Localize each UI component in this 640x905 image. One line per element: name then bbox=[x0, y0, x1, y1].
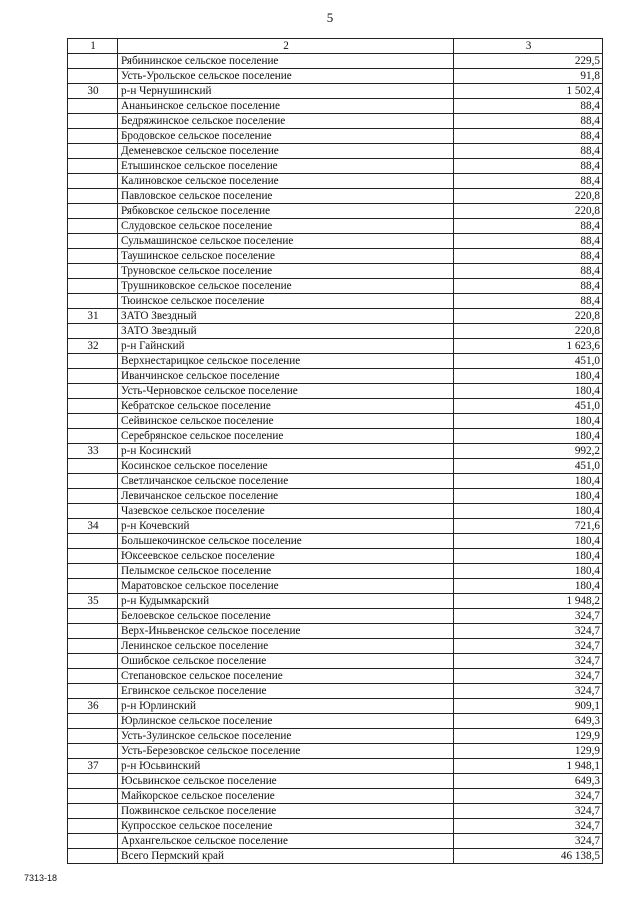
row-name-cell: Верхнестарицкое сельское поселение bbox=[118, 354, 454, 369]
row-value-cell: 909,1 bbox=[454, 699, 603, 714]
row-name-cell: Сейвинское сельское поселение bbox=[118, 414, 454, 429]
row-number-cell: 30 bbox=[68, 84, 118, 99]
row-number-cell bbox=[68, 624, 118, 639]
row-name-cell: Калиновское сельское поселение bbox=[118, 174, 454, 189]
table-row bbox=[68, 789, 603, 804]
row-name-cell: Слудовское сельское поселение bbox=[118, 219, 454, 234]
table-row bbox=[68, 324, 603, 339]
row-number-cell bbox=[68, 744, 118, 759]
table-row bbox=[68, 549, 603, 564]
row-number-cell bbox=[68, 204, 118, 219]
row-name-cell: Бедряжинское сельское поселение bbox=[118, 114, 454, 129]
row-name-cell: Рябининское сельское поселение bbox=[118, 54, 454, 69]
row-number-cell bbox=[68, 189, 118, 204]
row-value-cell: 180,4 bbox=[454, 369, 603, 384]
table-row bbox=[68, 654, 603, 669]
row-name-cell: Левичанское сельское поселение bbox=[118, 489, 454, 504]
row-name-cell: Архангельское сельское поселение bbox=[118, 834, 454, 849]
row-value-cell: 324,7 bbox=[454, 804, 603, 819]
row-name-cell: Труновское сельское поселение bbox=[118, 264, 454, 279]
row-name-cell: Степановское сельское поселение bbox=[118, 669, 454, 684]
row-name-cell: Тюинское сельское поселение bbox=[118, 294, 454, 309]
table-row bbox=[68, 354, 603, 369]
column-header-name: 2 bbox=[118, 39, 454, 54]
table-row bbox=[68, 534, 603, 549]
row-number-cell bbox=[68, 474, 118, 489]
row-number-cell: 33 bbox=[68, 444, 118, 459]
row-name-cell: р-н Кудымкарский bbox=[118, 594, 454, 609]
row-value-cell: 180,4 bbox=[454, 504, 603, 519]
row-name-cell: Ананьинское сельское поселение bbox=[118, 99, 454, 114]
row-number-cell bbox=[68, 654, 118, 669]
row-name-cell: Юсьвинское сельское поселение bbox=[118, 774, 454, 789]
row-number-cell bbox=[68, 294, 118, 309]
row-number-cell bbox=[68, 804, 118, 819]
row-name-cell: ЗАТО Звездный bbox=[118, 309, 454, 324]
table-row bbox=[68, 54, 603, 69]
table-row bbox=[68, 579, 603, 594]
row-value-cell: 180,4 bbox=[454, 534, 603, 549]
table-body bbox=[68, 54, 603, 864]
row-name-cell: ЗАТО Звездный bbox=[118, 324, 454, 339]
row-name-cell: Усть-Зулинское сельское поселение bbox=[118, 729, 454, 744]
row-number-cell bbox=[68, 564, 118, 579]
table-row bbox=[68, 759, 603, 774]
row-name-cell: Егвинское сельское поселение bbox=[118, 684, 454, 699]
row-value-cell: 88,4 bbox=[454, 249, 603, 264]
row-number-cell bbox=[68, 174, 118, 189]
column-header-number: 1 bbox=[68, 39, 118, 54]
row-number-cell bbox=[68, 459, 118, 474]
table-row bbox=[68, 774, 603, 789]
row-value-cell: 229,5 bbox=[454, 54, 603, 69]
row-name-cell: Павловское сельское поселение bbox=[118, 189, 454, 204]
table-row bbox=[68, 489, 603, 504]
table-row bbox=[68, 519, 603, 534]
row-number-cell bbox=[68, 669, 118, 684]
table-row bbox=[68, 444, 603, 459]
table-row bbox=[68, 729, 603, 744]
row-value-cell: 88,4 bbox=[454, 129, 603, 144]
row-number-cell bbox=[68, 114, 118, 129]
row-value-cell: 180,4 bbox=[454, 474, 603, 489]
row-value-cell: 46 138,5 bbox=[454, 849, 603, 864]
row-number-cell bbox=[68, 714, 118, 729]
table-row bbox=[68, 189, 603, 204]
row-name-cell: Юрлинское сельское поселение bbox=[118, 714, 454, 729]
table-row bbox=[68, 699, 603, 714]
table-row bbox=[68, 159, 603, 174]
row-number-cell bbox=[68, 264, 118, 279]
table-row bbox=[68, 264, 603, 279]
row-number-cell: 36 bbox=[68, 699, 118, 714]
row-value-cell: 91,8 bbox=[454, 69, 603, 84]
row-value-cell: 88,4 bbox=[454, 114, 603, 129]
table-row bbox=[68, 234, 603, 249]
row-value-cell: 324,7 bbox=[454, 819, 603, 834]
row-name-cell: р-н Юрлинский bbox=[118, 699, 454, 714]
row-number-cell bbox=[68, 639, 118, 654]
row-number-cell: 31 bbox=[68, 309, 118, 324]
table-row bbox=[68, 459, 603, 474]
table-row bbox=[68, 174, 603, 189]
row-value-cell: 88,4 bbox=[454, 159, 603, 174]
row-name-cell: Купросское сельское поселение bbox=[118, 819, 454, 834]
row-name-cell: Маратовское сельское поселение bbox=[118, 579, 454, 594]
allocation-table bbox=[67, 38, 603, 864]
row-name-cell: Етышинское сельское поселение bbox=[118, 159, 454, 174]
table-row bbox=[68, 129, 603, 144]
row-number-cell: 34 bbox=[68, 519, 118, 534]
row-value-cell: 180,4 bbox=[454, 564, 603, 579]
row-value-cell: 324,7 bbox=[454, 684, 603, 699]
row-number-cell bbox=[68, 849, 118, 864]
row-number-cell bbox=[68, 69, 118, 84]
row-number-cell bbox=[68, 609, 118, 624]
row-value-cell: 180,4 bbox=[454, 549, 603, 564]
row-value-cell: 220,8 bbox=[454, 309, 603, 324]
row-value-cell: 88,4 bbox=[454, 294, 603, 309]
table-row bbox=[68, 504, 603, 519]
row-name-cell: Иванчинское сельское поселение bbox=[118, 369, 454, 384]
row-number-cell bbox=[68, 159, 118, 174]
row-value-cell: 649,3 bbox=[454, 714, 603, 729]
row-value-cell: 324,7 bbox=[454, 654, 603, 669]
row-name-cell: Кебратское сельское поселение bbox=[118, 399, 454, 414]
row-name-cell: Ошибское сельское поселение bbox=[118, 654, 454, 669]
row-number-cell bbox=[68, 234, 118, 249]
row-value-cell: 180,4 bbox=[454, 579, 603, 594]
row-name-cell: Белоевское сельское поселение bbox=[118, 609, 454, 624]
row-value-cell: 324,7 bbox=[454, 669, 603, 684]
row-name-cell: Чазевское сельское поселение bbox=[118, 504, 454, 519]
row-value-cell: 88,4 bbox=[454, 219, 603, 234]
row-name-cell: Рябковское сельское поселение bbox=[118, 204, 454, 219]
row-value-cell: 1 623,6 bbox=[454, 339, 603, 354]
row-name-cell: Верх-Иньвенское сельское поселение bbox=[118, 624, 454, 639]
row-name-cell: Майкорское сельское поселение bbox=[118, 789, 454, 804]
row-name-cell: Пелымское сельское поселение bbox=[118, 564, 454, 579]
page-number: 5 bbox=[326, 10, 334, 25]
row-number-cell bbox=[68, 579, 118, 594]
row-name-cell: Большекочинское сельское поселение bbox=[118, 534, 454, 549]
row-number-cell bbox=[68, 279, 118, 294]
row-value-cell: 88,4 bbox=[454, 264, 603, 279]
row-number-cell bbox=[68, 429, 118, 444]
row-value-cell: 324,7 bbox=[454, 609, 603, 624]
table-header-row bbox=[68, 39, 603, 54]
row-value-cell: 88,4 bbox=[454, 174, 603, 189]
row-number-cell bbox=[68, 819, 118, 834]
table-row bbox=[68, 474, 603, 489]
table-row bbox=[68, 594, 603, 609]
table-row bbox=[68, 399, 603, 414]
row-number-cell bbox=[68, 684, 118, 699]
table-row bbox=[68, 684, 603, 699]
row-number-cell bbox=[68, 399, 118, 414]
row-value-cell: 324,7 bbox=[454, 789, 603, 804]
row-value-cell: 88,4 bbox=[454, 144, 603, 159]
row-value-cell: 180,4 bbox=[454, 414, 603, 429]
table-row bbox=[68, 309, 603, 324]
row-number-cell bbox=[68, 369, 118, 384]
row-value-cell: 88,4 bbox=[454, 234, 603, 249]
row-number-cell bbox=[68, 534, 118, 549]
row-name-cell: Бродовское сельское поселение bbox=[118, 129, 454, 144]
row-value-cell: 220,8 bbox=[454, 324, 603, 339]
row-number-cell bbox=[68, 834, 118, 849]
row-name-cell: р-н Гайнский bbox=[118, 339, 454, 354]
row-number-cell bbox=[68, 99, 118, 114]
row-value-cell: 992,2 bbox=[454, 444, 603, 459]
row-name-cell: р-н Косинский bbox=[118, 444, 454, 459]
row-name-cell: р-н Чернушинский bbox=[118, 84, 454, 99]
table-row bbox=[68, 849, 603, 864]
row-name-cell: р-н Юсьвинский bbox=[118, 759, 454, 774]
table-row bbox=[68, 384, 603, 399]
row-number-cell: 37 bbox=[68, 759, 118, 774]
row-name-cell: Всего Пермский край bbox=[118, 849, 454, 864]
row-name-cell: р-н Кочевский bbox=[118, 519, 454, 534]
table-row bbox=[68, 564, 603, 579]
row-number-cell: 32 bbox=[68, 339, 118, 354]
table-row bbox=[68, 414, 603, 429]
row-number-cell bbox=[68, 729, 118, 744]
row-name-cell: Сульмашинское сельское поселение bbox=[118, 234, 454, 249]
table-row bbox=[68, 834, 603, 849]
row-value-cell: 180,4 bbox=[454, 429, 603, 444]
table-row bbox=[68, 669, 603, 684]
table-row bbox=[68, 624, 603, 639]
document-code: 7313-18 bbox=[24, 873, 58, 883]
row-value-cell: 324,7 bbox=[454, 639, 603, 654]
column-header-value: 3 bbox=[454, 39, 603, 54]
row-value-cell: 721,6 bbox=[454, 519, 603, 534]
row-number-cell bbox=[68, 249, 118, 264]
row-name-cell: Таушинское сельское поселение bbox=[118, 249, 454, 264]
table-row bbox=[68, 804, 603, 819]
row-name-cell: Косинское сельское поселение bbox=[118, 459, 454, 474]
row-number-cell bbox=[68, 129, 118, 144]
row-value-cell: 220,8 bbox=[454, 189, 603, 204]
row-name-cell: Ленинское сельское поселение bbox=[118, 639, 454, 654]
row-value-cell: 1 948,1 bbox=[454, 759, 603, 774]
table-row bbox=[68, 279, 603, 294]
row-number-cell bbox=[68, 384, 118, 399]
table-row bbox=[68, 69, 603, 84]
table-row bbox=[68, 744, 603, 759]
table-row bbox=[68, 144, 603, 159]
table-row bbox=[68, 204, 603, 219]
row-value-cell: 88,4 bbox=[454, 279, 603, 294]
row-name-cell: Юксеевское сельское поселение bbox=[118, 549, 454, 564]
row-number-cell bbox=[68, 324, 118, 339]
row-value-cell: 324,7 bbox=[454, 834, 603, 849]
row-name-cell: Трушниковское сельское поселение bbox=[118, 279, 454, 294]
row-value-cell: 451,0 bbox=[454, 459, 603, 474]
row-number-cell bbox=[68, 789, 118, 804]
row-value-cell: 324,7 bbox=[454, 624, 603, 639]
table-row bbox=[68, 294, 603, 309]
row-number-cell bbox=[68, 504, 118, 519]
row-value-cell: 129,9 bbox=[454, 729, 603, 744]
table-row bbox=[68, 429, 603, 444]
row-number-cell: 35 bbox=[68, 594, 118, 609]
table-row bbox=[68, 219, 603, 234]
row-name-cell: Серебрянское сельское поселение bbox=[118, 429, 454, 444]
table-row bbox=[68, 249, 603, 264]
row-name-cell: Усть-Урольское сельское поселение bbox=[118, 69, 454, 84]
row-name-cell: Пожвинское сельское поселение bbox=[118, 804, 454, 819]
row-number-cell bbox=[68, 489, 118, 504]
table-row bbox=[68, 714, 603, 729]
row-value-cell: 129,9 bbox=[454, 744, 603, 759]
row-number-cell bbox=[68, 774, 118, 789]
row-number-cell bbox=[68, 54, 118, 69]
row-name-cell: Усть-Березовское сельское поселение bbox=[118, 744, 454, 759]
table-row bbox=[68, 369, 603, 384]
row-value-cell: 88,4 bbox=[454, 99, 603, 114]
table-row bbox=[68, 99, 603, 114]
row-value-cell: 1 502,4 bbox=[454, 84, 603, 99]
table-row bbox=[68, 84, 603, 99]
row-value-cell: 180,4 bbox=[454, 489, 603, 504]
row-name-cell: Деменевское сельское поселение bbox=[118, 144, 454, 159]
row-value-cell: 451,0 bbox=[454, 399, 603, 414]
table-row bbox=[68, 639, 603, 654]
row-number-cell bbox=[68, 414, 118, 429]
row-number-cell bbox=[68, 354, 118, 369]
row-value-cell: 649,3 bbox=[454, 774, 603, 789]
row-name-cell: Усть-Черновское сельское поселение bbox=[118, 384, 454, 399]
table-row bbox=[68, 609, 603, 624]
row-value-cell: 1 948,2 bbox=[454, 594, 603, 609]
row-value-cell: 220,8 bbox=[454, 204, 603, 219]
row-number-cell bbox=[68, 219, 118, 234]
table-row bbox=[68, 819, 603, 834]
row-name-cell: Светличанское сельское поселение bbox=[118, 474, 454, 489]
row-number-cell bbox=[68, 144, 118, 159]
table-row bbox=[68, 339, 603, 354]
row-number-cell bbox=[68, 549, 118, 564]
row-value-cell: 180,4 bbox=[454, 384, 603, 399]
table-row bbox=[68, 114, 603, 129]
row-value-cell: 451,0 bbox=[454, 354, 603, 369]
